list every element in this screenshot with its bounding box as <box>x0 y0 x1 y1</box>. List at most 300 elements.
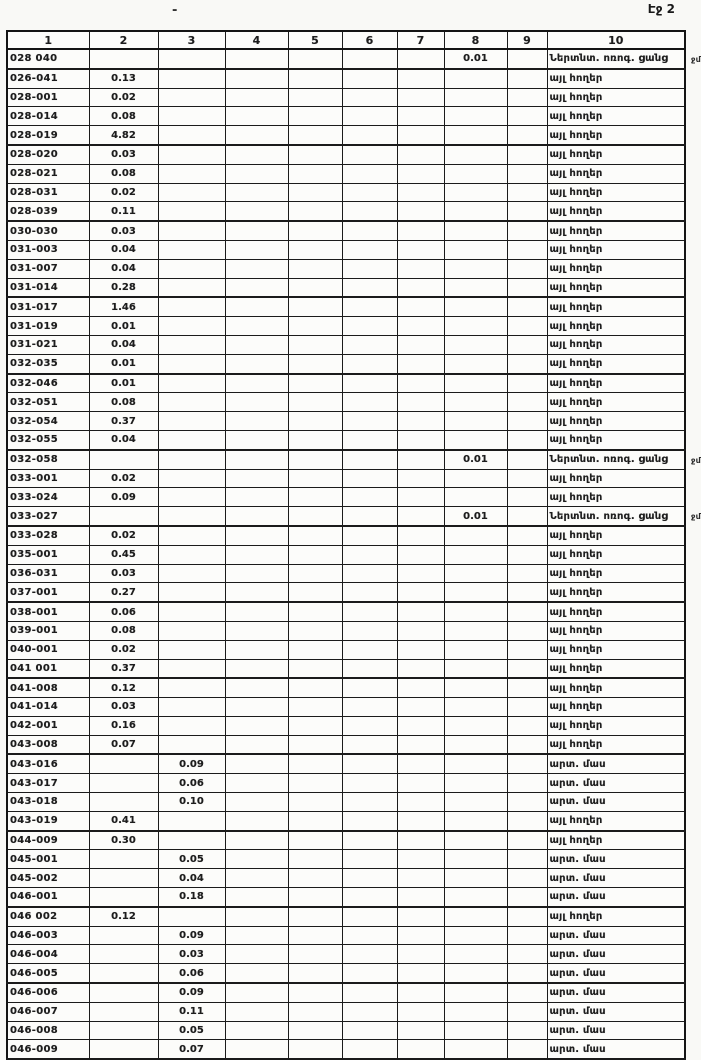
cell-land-type: այլ հողեր <box>547 69 685 88</box>
table-row <box>7 374 685 393</box>
cell-col6-value <box>342 1021 397 1040</box>
cell-col7-value <box>397 659 444 678</box>
table-row <box>7 430 685 449</box>
cell-parcel-code: 043-008 <box>7 735 89 754</box>
cell-col3-value: 0.05 <box>158 1021 225 1040</box>
cell-col9-value <box>507 297 547 316</box>
cell-land-type: այլ հողեր <box>547 183 685 202</box>
cell-col7-value <box>397 564 444 583</box>
cell-parcel-code: 046-003 <box>7 926 89 945</box>
cell-col6-value <box>342 659 397 678</box>
cell-col9-value <box>507 678 547 697</box>
cell-col6-value <box>342 564 397 583</box>
cell-col9-value <box>507 450 547 469</box>
cell-col5-value <box>288 183 342 202</box>
cell-col8-value <box>444 430 507 449</box>
cell-col3-value <box>158 335 225 354</box>
cell-land-type: արտ. մաս <box>547 1021 685 1040</box>
cell-col8-value <box>444 393 507 412</box>
cell-col3-value <box>158 164 225 183</box>
cell-col4-value <box>225 507 288 526</box>
cell-land-type: այլ հողեր <box>547 811 685 830</box>
cell-col3-value <box>158 183 225 202</box>
cell-parcel-code: 032-051 <box>7 393 89 412</box>
cell-land-type: արտ. մաս <box>547 754 685 773</box>
cell-col2-value <box>89 1040 158 1059</box>
cell-col9-value <box>507 145 547 164</box>
cell-parcel-code: 032-035 <box>7 354 89 373</box>
cell-col5-value <box>288 297 342 316</box>
cell-parcel-code: 035-001 <box>7 545 89 564</box>
cell-col2-value <box>89 888 158 907</box>
cell-col5-value <box>288 774 342 793</box>
cell-land-type: այլ հողեր <box>547 735 685 754</box>
cell-col7-value <box>397 888 444 907</box>
cell-col4-value <box>225 678 288 697</box>
cell-col6-value <box>342 1002 397 1021</box>
cell-col2-value <box>89 49 158 69</box>
cell-col8-value <box>444 793 507 812</box>
cell-col5-value <box>288 107 342 126</box>
table-row <box>7 621 685 640</box>
cell-col8-value <box>444 621 507 640</box>
cell-col5-value <box>288 145 342 164</box>
cell-land-type: այլ հողեր <box>547 317 685 336</box>
cell-col7-value <box>397 240 444 259</box>
cell-parcel-code: 043-016 <box>7 754 89 773</box>
cell-parcel-code: 041-014 <box>7 698 89 717</box>
cell-col7-value <box>397 335 444 354</box>
cell-col8-value <box>444 735 507 754</box>
cell-col3-value: 0.09 <box>158 926 225 945</box>
cell-col7-value <box>397 1002 444 1021</box>
cell-col2-value: 0.12 <box>89 907 158 926</box>
cell-col3-value <box>158 545 225 564</box>
cell-col2-value: 0.07 <box>89 735 158 754</box>
cell-col7-value <box>397 716 444 735</box>
cell-col2-value: 0.04 <box>89 430 158 449</box>
cell-col4-value <box>225 602 288 621</box>
cell-col3-value <box>158 716 225 735</box>
cell-col6-value <box>342 526 397 545</box>
cell-land-type: այլ հողեր <box>547 583 685 602</box>
cell-col7-value <box>397 183 444 202</box>
cell-col7-value <box>397 926 444 945</box>
cell-col2-value: 0.28 <box>89 278 158 297</box>
cell-col8-value <box>444 1002 507 1021</box>
cell-col8-value <box>444 678 507 697</box>
table-row <box>7 450 685 469</box>
cell-col4-value <box>225 659 288 678</box>
cell-col3-value <box>158 412 225 431</box>
cell-col5-value <box>288 202 342 221</box>
cell-col4-value <box>225 107 288 126</box>
cell-col9-value <box>507 831 547 850</box>
cell-col8-value <box>444 545 507 564</box>
cell-land-type: այլ հողեր <box>547 831 685 850</box>
cell-col9-value <box>507 907 547 926</box>
cell-col3-value <box>158 297 225 316</box>
cell-land-type: Ներտնտ. ոռոգ. ցանց ջմ <box>547 49 685 69</box>
cell-col3-value <box>158 526 225 545</box>
cell-land-type: այլ հողեր <box>547 221 685 240</box>
cell-parcel-code: 046-007 <box>7 1002 89 1021</box>
table-row <box>7 412 685 431</box>
cell-col8-value <box>444 811 507 830</box>
cell-parcel-code: 031-017 <box>7 297 89 316</box>
cell-col3-value <box>158 583 225 602</box>
cell-col9-value <box>507 640 547 659</box>
cell-land-type: Ներտնտ. ոռոգ. ցանց ջմ <box>547 450 685 469</box>
cell-col4-value <box>225 640 288 659</box>
cell-col2-value <box>89 964 158 983</box>
cell-col9-value <box>507 488 547 507</box>
cell-col8-value <box>444 602 507 621</box>
cell-col8-value <box>444 335 507 354</box>
table-row <box>7 698 685 717</box>
cell-col4-value <box>225 202 288 221</box>
cell-parcel-code: 028-039 <box>7 202 89 221</box>
cell-col6-value <box>342 507 397 526</box>
table-row <box>7 183 685 202</box>
cell-col2-value <box>89 1021 158 1040</box>
cell-col8-value <box>444 183 507 202</box>
table-row <box>7 583 685 602</box>
cell-col4-value <box>225 964 288 983</box>
cell-col6-value <box>342 678 397 697</box>
cell-col6-value <box>342 602 397 621</box>
cell-col6-value <box>342 469 397 488</box>
cell-land-type: այլ հողեր <box>547 602 685 621</box>
cell-parcel-code: 043-019 <box>7 811 89 830</box>
cell-land-type: այլ հողեր <box>547 564 685 583</box>
cell-col8-value <box>444 69 507 88</box>
cell-parcel-code: 032-058 <box>7 450 89 469</box>
cell-col7-value <box>397 69 444 88</box>
cell-col6-value <box>342 754 397 773</box>
table-row <box>7 335 685 354</box>
cell-col9-value <box>507 430 547 449</box>
cell-col5-value <box>288 526 342 545</box>
cell-col5-value <box>288 754 342 773</box>
cell-col6-value <box>342 698 397 717</box>
cell-land-type: այլ հողեր <box>547 88 685 107</box>
cell-land-type: արտ. մաս <box>547 869 685 888</box>
table-row <box>7 754 685 773</box>
cell-col5-value <box>288 907 342 926</box>
table-row <box>7 869 685 888</box>
cell-col5-value <box>288 240 342 259</box>
cell-land-type: այլ հողեր <box>547 412 685 431</box>
cell-col8-value <box>444 259 507 278</box>
cell-col3-value <box>158 507 225 526</box>
cell-col3-value <box>158 735 225 754</box>
cell-col4-value <box>225 774 288 793</box>
cell-col8-value <box>444 964 507 983</box>
table-row <box>7 888 685 907</box>
cell-col2-value: 0.01 <box>89 317 158 336</box>
cell-col9-value <box>507 1040 547 1059</box>
cell-col8-value <box>444 88 507 107</box>
column-header-9: 9 <box>507 31 547 49</box>
cell-col3-value <box>158 811 225 830</box>
cell-col5-value <box>288 1040 342 1059</box>
cell-col8-value <box>444 526 507 545</box>
cell-col6-value <box>342 621 397 640</box>
cell-col7-value <box>397 164 444 183</box>
cell-col2-value: 0.08 <box>89 393 158 412</box>
cell-col9-value <box>507 107 547 126</box>
cell-parcel-code: 033-001 <box>7 469 89 488</box>
cell-col8-value <box>444 488 507 507</box>
cell-col6-value <box>342 69 397 88</box>
table-row <box>7 907 685 926</box>
cell-col2-value: 0.03 <box>89 698 158 717</box>
cell-col2-value <box>89 945 158 964</box>
margin-annotation: ջմ <box>690 512 701 522</box>
cell-parcel-code: 044-009 <box>7 831 89 850</box>
table-row <box>7 850 685 869</box>
cell-col8-value <box>444 888 507 907</box>
table-header-row <box>7 31 685 49</box>
cell-col5-value <box>288 221 342 240</box>
cell-parcel-code: 036-031 <box>7 564 89 583</box>
cell-col7-value <box>397 678 444 697</box>
cell-land-type: Ներտնտ. ոռոգ. ցանց ջմ <box>547 507 685 526</box>
cell-col9-value <box>507 888 547 907</box>
cell-col9-value <box>507 583 547 602</box>
cell-col7-value <box>397 469 444 488</box>
cell-land-type: այլ հողեր <box>547 297 685 316</box>
cell-col8-value <box>444 564 507 583</box>
cell-col5-value <box>288 374 342 393</box>
cell-land-type: այլ հողեր <box>547 202 685 221</box>
cell-parcel-code: 028-014 <box>7 107 89 126</box>
cell-col7-value <box>397 202 444 221</box>
cell-col5-value <box>288 335 342 354</box>
cell-land-type: այլ հողեր <box>547 469 685 488</box>
cell-col7-value <box>397 430 444 449</box>
table-row <box>7 354 685 373</box>
cell-col8-value <box>444 1040 507 1059</box>
cell-col6-value <box>342 88 397 107</box>
cell-col5-value <box>288 735 342 754</box>
cell-col6-value <box>342 583 397 602</box>
cell-col3-value: 0.11 <box>158 1002 225 1021</box>
cell-col8-value <box>444 145 507 164</box>
cell-land-type: այլ հողեր <box>547 640 685 659</box>
table-row <box>7 659 685 678</box>
cell-col3-value <box>158 69 225 88</box>
cell-col3-value <box>158 374 225 393</box>
cell-land-type: այլ հողեր <box>547 335 685 354</box>
table-row <box>7 774 685 793</box>
cell-col3-value <box>158 564 225 583</box>
cell-col2-value: 0.12 <box>89 678 158 697</box>
cell-col4-value <box>225 412 288 431</box>
cell-col4-value <box>225 850 288 869</box>
cell-col8-value <box>444 869 507 888</box>
cell-col2-value <box>89 507 158 526</box>
cell-col4-value <box>225 945 288 964</box>
cell-col9-value <box>507 526 547 545</box>
table-row <box>7 202 685 221</box>
cell-col8-value <box>444 716 507 735</box>
cell-col2-value: 0.13 <box>89 69 158 88</box>
cell-col3-value: 0.05 <box>158 850 225 869</box>
cell-col2-value: 0.03 <box>89 564 158 583</box>
table-row <box>7 145 685 164</box>
cell-col9-value <box>507 183 547 202</box>
cell-col6-value <box>342 831 397 850</box>
cell-parcel-code: 037-001 <box>7 583 89 602</box>
cell-col8-value <box>444 640 507 659</box>
cell-parcel-code: 028 040 <box>7 49 89 69</box>
cell-col2-value: 4.82 <box>89 126 158 145</box>
cell-col6-value <box>342 945 397 964</box>
cell-col7-value <box>397 735 444 754</box>
cell-parcel-code: 033-027 <box>7 507 89 526</box>
cell-col5-value <box>288 850 342 869</box>
cell-col7-value <box>397 754 444 773</box>
cell-col7-value <box>397 126 444 145</box>
cell-col6-value <box>342 850 397 869</box>
cell-land-type: այլ հողեր <box>547 716 685 735</box>
page-number-label: Էջ 2 <box>647 2 675 16</box>
cell-col6-value <box>342 259 397 278</box>
cell-col2-value: 0.11 <box>89 202 158 221</box>
cell-col7-value <box>397 621 444 640</box>
cell-col9-value <box>507 317 547 336</box>
cell-col6-value <box>342 297 397 316</box>
cell-parcel-code: 043-017 <box>7 774 89 793</box>
cell-col5-value <box>288 640 342 659</box>
cell-col7-value <box>397 354 444 373</box>
table-row <box>7 602 685 621</box>
cell-col3-value <box>158 354 225 373</box>
cell-col5-value <box>288 888 342 907</box>
table-row <box>7 507 685 526</box>
cell-col6-value <box>342 126 397 145</box>
cell-col3-value <box>158 126 225 145</box>
column-header-3: 3 <box>158 31 225 49</box>
table-row <box>7 964 685 983</box>
cell-col8-value <box>444 1021 507 1040</box>
cell-col9-value <box>507 545 547 564</box>
cell-parcel-code: 039-001 <box>7 621 89 640</box>
cell-parcel-code: 032-046 <box>7 374 89 393</box>
cell-col2-value: 0.04 <box>89 240 158 259</box>
cell-col9-value <box>507 754 547 773</box>
cell-col8-value <box>444 278 507 297</box>
cell-col3-value <box>158 450 225 469</box>
cell-col5-value <box>288 393 342 412</box>
cell-col8-value <box>444 354 507 373</box>
cell-parcel-code: 046-009 <box>7 1040 89 1059</box>
cell-parcel-code: 026-041 <box>7 69 89 88</box>
cell-parcel-code: 030-030 <box>7 221 89 240</box>
cell-col8-value <box>444 983 507 1002</box>
cell-col9-value <box>507 240 547 259</box>
cell-col8-value <box>444 317 507 336</box>
cell-col9-value <box>507 659 547 678</box>
cell-parcel-code: 033-024 <box>7 488 89 507</box>
cell-col2-value: 0.04 <box>89 335 158 354</box>
cell-col5-value <box>288 49 342 69</box>
cell-col5-value <box>288 507 342 526</box>
cell-land-type: այլ հողեր <box>547 526 685 545</box>
cell-col8-value <box>444 831 507 850</box>
cell-col5-value <box>288 678 342 697</box>
cell-col9-value <box>507 850 547 869</box>
cell-col9-value <box>507 735 547 754</box>
stray-dash-mark: - <box>172 3 178 18</box>
column-header-1: 1 <box>7 31 89 49</box>
table-row <box>7 240 685 259</box>
cell-col7-value <box>397 945 444 964</box>
cell-col7-value <box>397 507 444 526</box>
table-row <box>7 126 685 145</box>
cell-col2-value: 0.45 <box>89 545 158 564</box>
cell-land-type: այլ հողեր <box>547 907 685 926</box>
cell-parcel-code: 042-001 <box>7 716 89 735</box>
cell-col5-value <box>288 469 342 488</box>
cell-col9-value <box>507 259 547 278</box>
cell-col2-value <box>89 774 158 793</box>
cell-col9-value <box>507 945 547 964</box>
cell-land-type: արտ. մաս <box>547 850 685 869</box>
table-row <box>7 735 685 754</box>
table-body <box>7 49 701 1059</box>
table-row <box>7 49 685 69</box>
cell-col4-value <box>225 69 288 88</box>
cell-col4-value <box>225 297 288 316</box>
cell-col3-value <box>158 202 225 221</box>
cell-land-type: այլ հողեր <box>547 164 685 183</box>
table-row <box>7 1021 685 1040</box>
cell-col4-value <box>225 831 288 850</box>
cell-col3-value: 0.03 <box>158 945 225 964</box>
cell-col4-value <box>225 145 288 164</box>
cell-col8-value <box>444 926 507 945</box>
cell-parcel-code: 046 002 <box>7 907 89 926</box>
cell-col5-value <box>288 1021 342 1040</box>
cell-col5-value <box>288 412 342 431</box>
cell-parcel-code: 028-031 <box>7 183 89 202</box>
column-header-6: 6 <box>342 31 397 49</box>
cell-col2-value: 0.37 <box>89 659 158 678</box>
cell-col4-value <box>225 430 288 449</box>
cell-col7-value <box>397 107 444 126</box>
cell-col3-value <box>158 88 225 107</box>
cell-col6-value <box>342 774 397 793</box>
cell-col4-value <box>225 735 288 754</box>
table-row <box>7 278 685 297</box>
cell-col5-value <box>288 164 342 183</box>
cell-parcel-code: 038-001 <box>7 602 89 621</box>
cell-col5-value <box>288 964 342 983</box>
cell-col2-value: 0.08 <box>89 164 158 183</box>
cell-col6-value <box>342 145 397 164</box>
cell-land-type: այլ հողեր <box>547 126 685 145</box>
cell-parcel-code: 041-008 <box>7 678 89 697</box>
cell-col9-value <box>507 983 547 1002</box>
cell-col2-value <box>89 926 158 945</box>
cell-col2-value: 0.04 <box>89 259 158 278</box>
cell-col9-value <box>507 126 547 145</box>
cell-col2-value: 0.02 <box>89 183 158 202</box>
cell-col3-value <box>158 259 225 278</box>
